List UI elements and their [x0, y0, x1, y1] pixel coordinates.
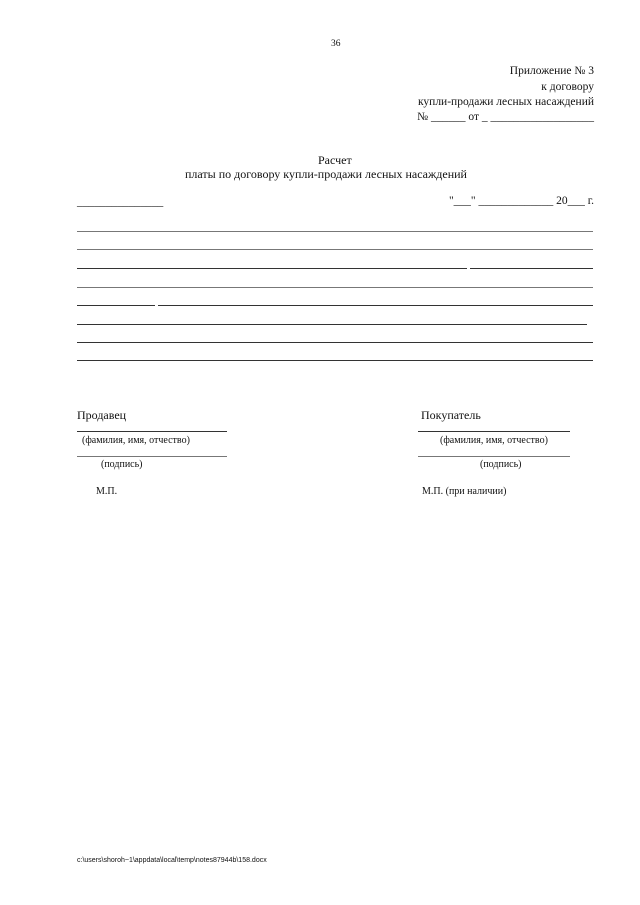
buyer-signature-line [418, 456, 570, 457]
annex-line-4: № ______ от _ __________________ [417, 111, 594, 123]
page-number: 36 [331, 39, 341, 49]
blank-line-4 [77, 287, 593, 288]
seller-name-line [77, 431, 227, 432]
buyer-label: Покупатель [421, 408, 481, 422]
blank-line-6 [77, 324, 587, 325]
annex-line-3: купли-продажи лесных насаждений [417, 96, 594, 108]
seller-signature-line [77, 456, 227, 457]
buyer-name-line [418, 431, 570, 432]
seller-signature-caption: (подпись) [101, 459, 143, 470]
footer-file-path: c:\users\shoroh~1\appdata\local\temp\notes87944b\158.docx [77, 857, 267, 864]
seller-stamp: М.П. [96, 486, 118, 497]
blank-line-3a [77, 268, 467, 269]
seller-name-caption: (фамилия, имя, отчество) [82, 435, 190, 446]
blank-line-3b [470, 268, 593, 269]
annex-line-1: Приложение № 3 [509, 65, 594, 77]
blank-line-5b [158, 305, 593, 306]
place-blank: _______________ [77, 196, 164, 208]
blank-line-1 [77, 231, 593, 232]
buyer-signature-caption: (подпись) [480, 459, 522, 470]
document-subtitle: платы по договору купли-продажи лесных насаждений [185, 167, 467, 181]
document-title: Расчет [318, 153, 352, 167]
buyer-name-caption: (фамилия, имя, отчество) [440, 435, 548, 446]
seller-label: Продавец [77, 408, 127, 422]
blank-line-5a [77, 305, 155, 306]
buyer-stamp: М.П. (при наличии) [422, 486, 507, 497]
date-line: "___" _____________ 20___ г. [448, 195, 594, 207]
blank-line-8 [77, 360, 593, 361]
blank-line-7 [77, 342, 593, 343]
blank-line-2 [77, 249, 593, 250]
annex-line-2: к договору [541, 81, 594, 93]
